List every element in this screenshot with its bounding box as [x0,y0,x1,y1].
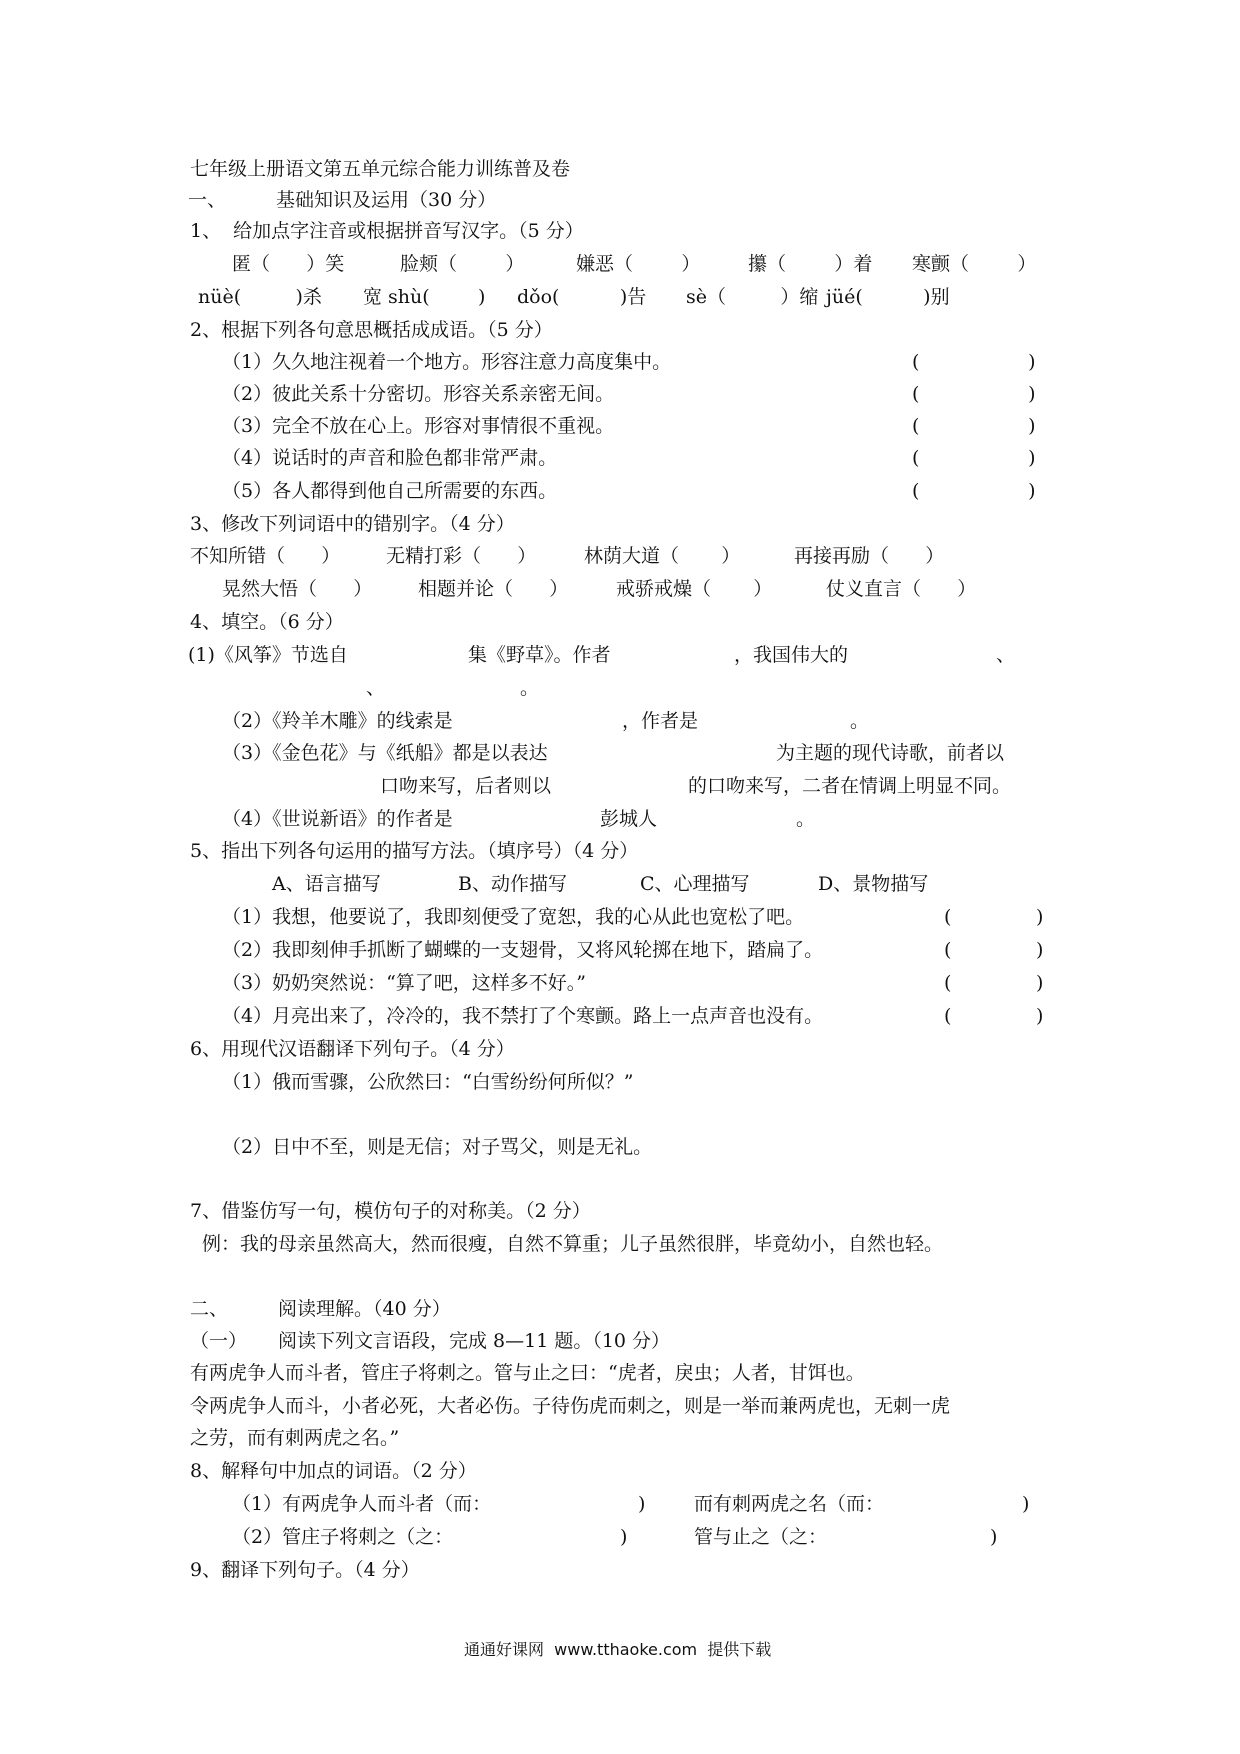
q4-line: (1)《风筝》节选自 [188,644,348,666]
q2-answer-blank: ( ) [912,480,1036,502]
q2-stem: 2、根据下列各句意思概括成成语。（5 分） [190,319,553,341]
q4-line: （4）《世说新语》的作者是 [222,808,453,830]
q4-line: （2）《羚羊木雕》的线索是 [222,710,453,732]
q8-item: （2）管庄子将刺之（之： [232,1526,454,1548]
q8-stem: 8、解释句中加点的词语。（2 分） [190,1460,477,1482]
q7-stem: 7、借鉴仿写一句，模仿句子的对称美。（2 分） [190,1200,591,1222]
q4-line: 的口吻来写，二者在情调上明显不同。 [688,775,1012,797]
q2-answer-blank: ( ) [912,447,1036,469]
q5-stem: 5、指出下列各句运用的描写方法。（填序号）（4 分） [190,840,639,862]
section1-label: （一） [190,1330,248,1352]
q1-item: nüè( )杀 [198,286,322,308]
q2-item: （4）说话时的声音和脸色都非常严肃。 [222,447,558,469]
q1-stem: 1、 给加点字注音或根据拼音写汉字。（5 分） [190,220,584,242]
q6-item: （2）日中不至，则是无信；对子骂父，则是无礼。 [222,1136,653,1158]
part2-heading: 阅读理解。（40 分） [278,1298,451,1320]
q4-line: 集《野草》。作者 [468,644,611,666]
q5-answer-blank: ( ) [944,906,1044,928]
q4-line: ，我国伟大的 [734,644,849,666]
q5-item: （2）我即刻伸手抓断了蝴蝶的一支翅骨，又将风轮掷在地下，踏扁了。 [222,939,824,961]
part1-number: 一、 [188,189,227,211]
part2-number: 二、 [190,1298,229,1320]
q8-item: （1）有两虎争人而斗者（而： [232,1493,492,1515]
section1-stem: 阅读下列文言语段，完成 8—11 题。（10 分） [278,1330,671,1352]
q9-stem: 9、翻译下列句子。（4 分） [190,1559,420,1581]
q4-line: ，作者是 [622,710,699,732]
q8-item: ) [638,1493,646,1515]
q6-stem: 6、用现代汉语翻译下列句子。（4 分） [190,1038,515,1060]
q4-line: 彭城人 [600,808,658,830]
q2-answer-blank: ( ) [912,415,1036,437]
q4-line: 。 [796,808,816,830]
q8-item: ) [620,1526,628,1548]
q1-item: sè（ ）缩 [686,286,819,308]
q5-answer-blank: ( ) [944,972,1044,994]
q2-item: （2）彼此关系十分密切。形容关系亲密无间。 [222,383,615,405]
page-footer: 通通好课网 www.tthaoke.com 提供下载 [464,1640,772,1659]
q1-item: dǒo( )告 [517,286,647,308]
q3-item: 林荫大道（ ） [584,545,741,567]
q4-line: 为主题的现代诗歌，前者以 [776,742,1005,764]
q1-item: 寒颤（ ） [912,253,1037,275]
q4-line: （3）《金色花》与《纸船》都是以表达 [222,742,548,764]
q4-line: 。 [520,677,540,699]
q6-item: （1）俄而雪骤，公欣然曰：“白雪纷纷何所似？” [222,1071,634,1093]
q1-item: 脸颊（ ） [400,253,525,275]
q5-option: C、心理描写 [640,873,750,895]
q3-item: 戒骄戒燥（ ） [616,578,773,600]
q3-item: 相题并论（ ） [418,578,569,600]
q8-item: 管与止之（之： [694,1526,828,1548]
q1-item: 攥（ ）着 [748,253,873,275]
q3-stem: 3、修改下列词语中的错别字。（4 分） [190,513,515,535]
q5-option: B、动作描写 [458,873,567,895]
q4-line: 。 [850,710,870,732]
q8-item: ) [1022,1493,1030,1515]
q2-answer-blank: ( ) [912,351,1036,373]
q2-item: （5）各人都得到他自己所需要的东西。 [222,480,558,502]
q1-item: jüé( )别 [826,286,950,308]
q2-item: （1）久久地注视着一个地方。形容注意力高度集中。 [222,351,672,373]
q4-line: 、 [366,677,386,699]
q5-answer-blank: ( ) [944,939,1044,961]
q5-item: （4）月亮出来了，冷冷的，我不禁打了个寒颤。路上一点声音也没有。 [222,1005,824,1027]
q5-item: （1）我想，他要说了，我即刻便受了宽恕，我的心从此也宽松了吧。 [222,906,805,928]
passage-line: 之劳，而有刺两虎之名。” [190,1427,400,1449]
q5-option: D、景物描写 [818,873,929,895]
q8-item: ) [990,1526,998,1548]
q1-item: 宽 shù( ) [363,286,486,308]
q7-example: 例：我的母亲虽然高大，然而很瘦，自然不算重；儿子虽然很胖，毕竟幼小，自然也轻。 [202,1233,944,1255]
q3-item: 不知所错（ ） [190,545,341,567]
q3-item: 晃然大悟（ ） [222,578,373,600]
q3-item: 仗义直言（ ） [826,578,977,600]
q1-item: 嫌恶（ ） [576,253,701,275]
q4-stem: 4、填空。（6 分） [190,611,344,633]
q4-line: 、 [996,644,1016,666]
passage-line: 有两虎争人而斗者，管庄子将刺之。管与止之曰：“虎者，戾虫；人者，甘饵也。 [190,1362,865,1384]
q3-item: 再接再励（ ） [794,545,945,567]
q5-item: （3）奶奶突然说：“算了吧，这样多不好。” [222,972,587,994]
q2-item: （3）完全不放在心上。形容对事情很不重视。 [222,415,615,437]
passage-line: 令两虎争人而斗，小者必死，大者必伤。子待伤虎而刺之，则是一举而兼两虎也，无刺一虎 [190,1395,951,1417]
q8-item: 而有刺两虎之名（而： [694,1493,885,1515]
exam-title: 七年级上册语文第五单元综合能力训练普及卷 [190,158,571,180]
part1-heading: 基础知识及运用（30 分） [276,189,497,211]
q5-option: A、语言描写 [272,873,381,895]
q2-answer-blank: ( ) [912,383,1036,405]
q1-item: 匿（ ）笑 [232,253,345,275]
q5-answer-blank: ( ) [944,1005,1044,1027]
q4-line: 口吻来写，后者则以 [380,775,552,797]
q3-item: 无精打彩（ ） [386,545,537,567]
